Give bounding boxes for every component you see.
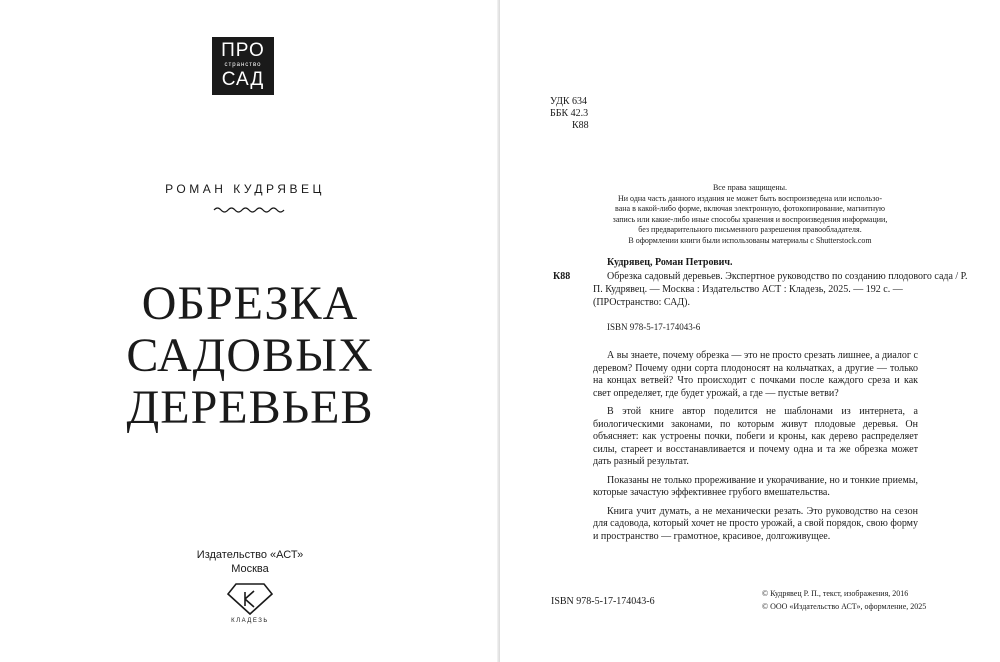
publisher-city: Москва xyxy=(231,563,269,575)
series-logo xyxy=(212,37,274,95)
series-logo-bottom: САД xyxy=(221,69,265,90)
bibliographic-isbn: ISBN 978-5-17-174043-6 xyxy=(607,322,701,332)
rights-line: запись или какие-либо иные способы хранения и воспроизведения информации, xyxy=(612,214,888,224)
bbk-code: ББК 42.3 xyxy=(550,108,589,119)
bibliographic-description: Обрезка садовый деревьев. Экспертное руководство по созданию плодового сада / Р. П. Кудрявец. — Москва : Издательство АСТ : Кладезь, 2025. — 192 с. — (ПРОстранство: САД). xyxy=(593,271,968,308)
series-logo-middle: странство xyxy=(224,62,262,68)
isbn-footer: ISBN 978-5-17-174043-6 xyxy=(551,596,655,607)
rights-line: вана в какой-либо форме, включая электронную, фотокопирование, магнитную xyxy=(615,204,885,213)
annotation xyxy=(593,350,918,549)
bibliographic-code: К88 xyxy=(553,271,571,282)
copyright-line: © Кудрявец Р. П., текст, изображения, 2016 xyxy=(762,589,909,598)
series-logo-top: ПРО xyxy=(221,40,265,61)
book-title-line: ДЕРЕВЬЕВ xyxy=(126,381,374,434)
rights-line: без предварительного письменного разрешения правообладателя. xyxy=(638,225,862,234)
annotation-paragraph: А вы знаете, почему обрезка — это не просто срезать лишнее, а диалог с деревом? Почему одни сорта плодоносят на кольчатках, а другие — только на концах ветвей? Что происходит с почками после каждого среза и как свет определяет, где будет урожай, а где — пустые ветви? xyxy=(593,350,918,399)
classification-codes xyxy=(550,96,589,132)
udk-code: УДК 634 xyxy=(550,96,588,107)
annotation-paragraph: Показаны не только прореживание и укорачивание, но и тонкие приемы, которые зачастую эффективнее грубого вмешательства. xyxy=(593,474,918,498)
publisher-name: Издательство «АСТ» xyxy=(196,549,304,561)
publisher-block xyxy=(150,548,350,576)
author-mark: К88 xyxy=(572,120,589,131)
book-title-line: ОБРЕЗКА xyxy=(141,277,359,330)
diamond-logo-icon xyxy=(226,582,274,616)
copyright-line: © ООО «Издательство АСТ», оформление, 2025 xyxy=(762,602,927,611)
rights-line: В оформлении книги были использованы материалы с Shutterstock.com xyxy=(628,235,872,245)
wave-ornament-icon xyxy=(213,205,287,215)
book-title-line: САДОВЫХ xyxy=(126,329,374,382)
rights-line: Ни одна часть данного издания не может быть воспроизведена или использо- xyxy=(618,193,882,203)
copyright-block xyxy=(762,587,926,613)
rights-line: Все права защищены. xyxy=(712,183,788,192)
annotation-paragraph: Книга учит думать, а не механически резать. Это руководство на сезон для садовода, который хочет не просто урожай, а свой порядок, свою форму и пространство — грамотное, красивое, долгоживущее. xyxy=(593,505,918,542)
annotation-paragraph: В этой книге автор поделится не шаблонами из интернета, а биологическими законами, по которым живут плодовые деревья. Он объясняет: как устроены почки, побеги и кроны, как дерево распределяет силы, стареет и восстанавливается и почему одна и та же обрезка может дать разный результат. xyxy=(593,406,918,467)
imprint-name: КЛАДЕЗЬ xyxy=(231,618,269,624)
book-title xyxy=(40,278,460,434)
bibliographic-author: Кудрявец, Роман Петрович. xyxy=(607,257,733,268)
rights-notice xyxy=(560,183,940,246)
author-name: РОМАН КУДРЯВЕЦ xyxy=(165,182,325,196)
